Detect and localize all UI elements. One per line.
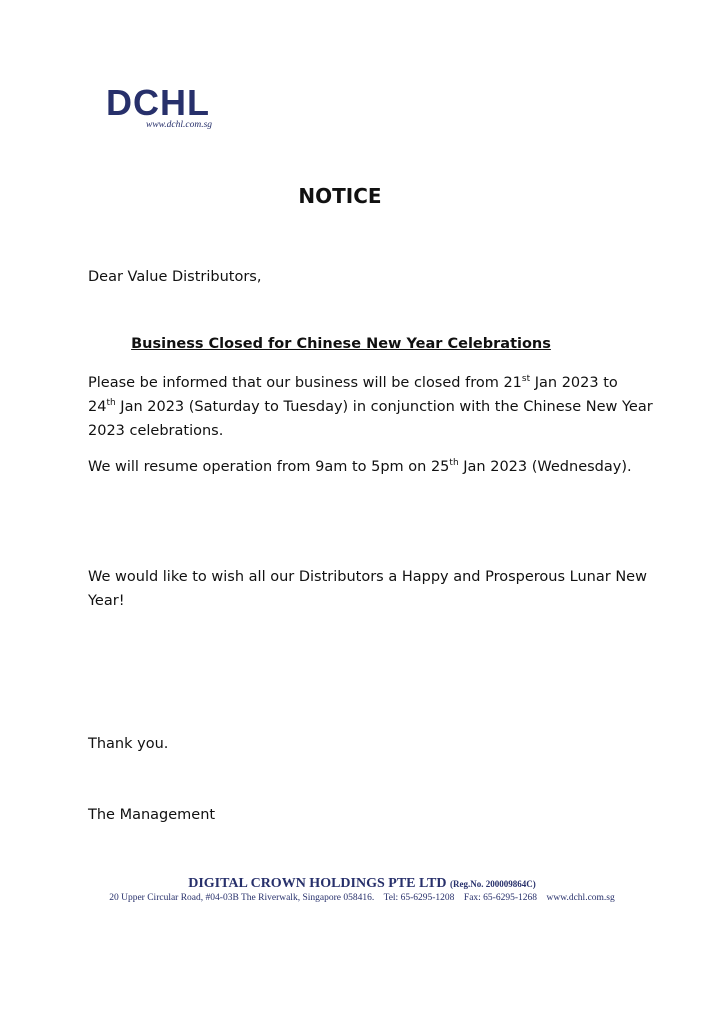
superscript: st: [521, 374, 531, 385]
subject-heading: Business Closed for Chinese New Year Celebrations: [131, 336, 551, 352]
logo-wordmark: DCHL: [106, 82, 210, 123]
text-span: Jan 2023 (Saturday to Tuesday) in conjunction with the Chinese New Year: [115, 399, 653, 415]
paragraph-line: [88, 395, 653, 419]
text-span: 24: [88, 399, 107, 415]
text-span: Jan 2023 to: [530, 375, 618, 391]
superscript: th: [449, 458, 459, 469]
company-name: DIGITAL CROWN HOLDINGS PTE LTD: [188, 876, 447, 891]
fax: Fax: 65-6295-1268: [463, 893, 537, 903]
text-span: Jan 2023 (Wednesday).: [458, 459, 632, 475]
address: 20 Upper Circular Road, #04-03B The Riverwalk, Singapore 058416.: [109, 893, 375, 903]
greeting: Dear Value Distributors,: [88, 269, 262, 285]
paragraph-wishes: [88, 565, 647, 613]
logo-url: www.dchl.com.sg: [146, 120, 213, 130]
paragraph-line: 2023 celebrations.: [88, 423, 224, 439]
registration-number: (Reg.No. 200009864C): [450, 879, 536, 889]
thanks-line: Thank you.: [88, 736, 169, 752]
paragraph-line: We would like to wish all our Distributors a Happy and Prosperous Lunar New: [88, 569, 647, 585]
text-span: Please be informed that our business will be closed from 21: [88, 375, 522, 391]
paragraph-resume: [88, 455, 632, 479]
website: www.dchl.com.sg: [546, 893, 615, 903]
notice-title: NOTICE: [298, 184, 382, 208]
telephone: Tel: 65-6295-1208: [383, 893, 455, 903]
company-logo: [106, 84, 246, 134]
footer-address-line: [0, 893, 724, 903]
paragraph-line: Year!: [88, 593, 125, 609]
paragraph-closure: [88, 371, 653, 443]
superscript: th: [106, 398, 116, 409]
text-span: We will resume operation from 9am to 5pm on 25: [88, 459, 450, 475]
paragraph-line: [88, 371, 653, 395]
signoff-line: The Management: [88, 807, 216, 823]
footer-company: [0, 876, 724, 892]
